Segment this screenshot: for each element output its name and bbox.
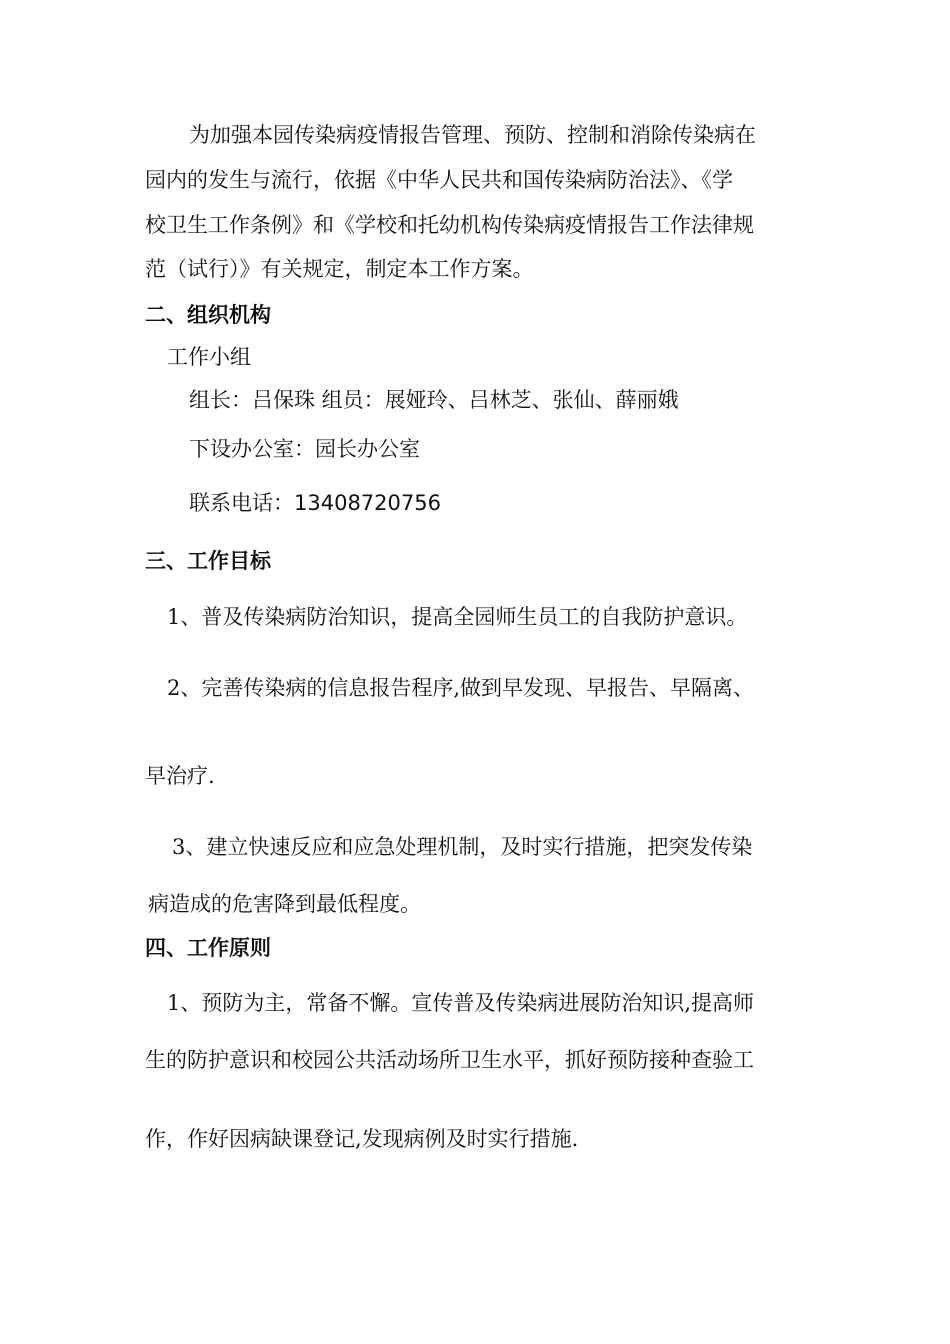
phone-label: 联系电话： bbox=[189, 491, 294, 515]
principle-item-1-line-1: 1、预防为主，常备不懈。宣传普及传染病进展防治知识,提高师 bbox=[167, 991, 755, 1015]
contact-phone bbox=[189, 488, 950, 518]
principle-item-1-line-2: 生的防护意识和校园公共活动场所卫生水平，抓好预防接种查验工 bbox=[145, 1048, 754, 1072]
goal-item-3-line-1: 3、建立快速反应和应急处理机制，及时实行措施，把突发传染 bbox=[172, 835, 753, 859]
goal-item-2-line-2: 早治疗. bbox=[145, 764, 215, 788]
section-heading-organization: 二、组织机构 bbox=[145, 303, 271, 327]
phone-number: 13408720756 bbox=[294, 491, 441, 515]
section-heading-goals: 三、工作目标 bbox=[145, 549, 271, 573]
work-group-title: 工作小组 bbox=[167, 345, 251, 369]
intro-line-1: 为加强本园传染病疫情报告管理、预防、控制和消除传染病在 bbox=[189, 123, 756, 147]
group-members: 组长：吕保珠 组员：展娅玲、吕林芝、张仙、薛丽娥 bbox=[189, 388, 679, 412]
goal-item-2-line-1: 2、完善传染病的信息报告程序,做到早发现、早报告、早隔离、 bbox=[167, 676, 755, 700]
goal-item-1: 1、普及传染病防治知识，提高全园师生员工的自我防护意识。 bbox=[167, 605, 748, 629]
intro-line-4: 范（试行）》有关规定，制定本工作方案。 bbox=[145, 257, 534, 281]
principle-item-1-line-3: 作，作好因病缺课登记,发现病例及时实行措施. bbox=[145, 1127, 579, 1151]
goal-item-3-line-2: 病造成的危害降到最低程度。 bbox=[148, 892, 421, 916]
office-info: 下设办公室：园长办公室 bbox=[189, 437, 420, 461]
intro-line-2: 园内的发生与流行，依据《中华人民共和国传染病防治法》、《学 bbox=[145, 168, 733, 192]
section-heading-principles: 四、工作原则 bbox=[145, 936, 271, 960]
intro-line-3: 校卫生工作条例》和《学校和托幼机构传染病疫情报告工作法律规 bbox=[145, 213, 754, 237]
